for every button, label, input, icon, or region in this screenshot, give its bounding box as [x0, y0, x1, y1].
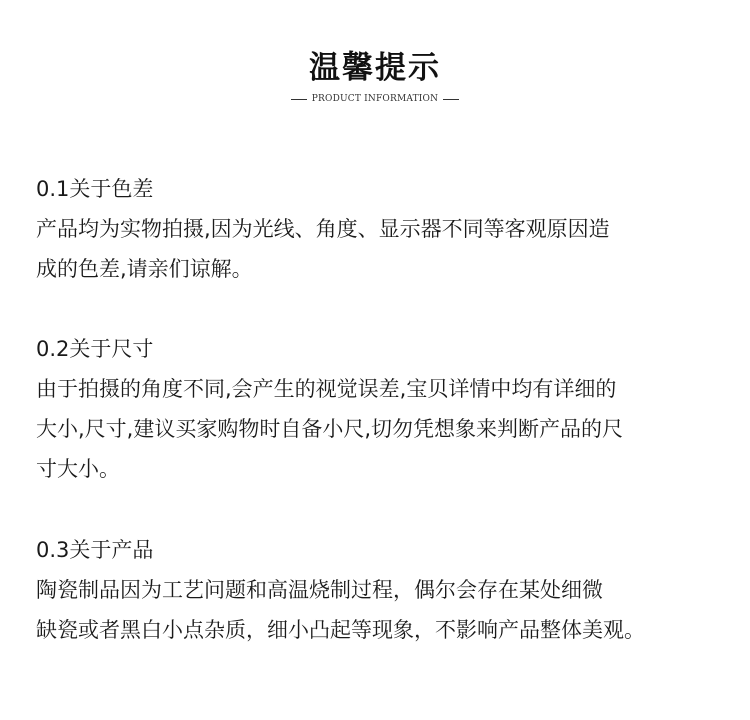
section-color-difference: [36, 169, 736, 289]
section-product: [36, 530, 736, 650]
section-heading: 0.1关于色差: [36, 177, 154, 201]
section-text-line: 由于拍摄的角度不同,会产生的视觉误差,宝贝详情中均有详细的: [36, 377, 617, 401]
section-text-line: 陶瓷制品因为工艺问题和高温烧制过程，偶尔会存在某处细微: [36, 578, 603, 602]
section-heading: 0.2关于尺寸: [36, 337, 154, 361]
subtitle-row: [0, 94, 750, 104]
section-text-line: 成的色差,请亲们谅解。: [36, 257, 253, 281]
right-divider: [443, 99, 459, 100]
page-title: 温馨提示: [309, 50, 441, 86]
section-heading: 0.3关于产品: [36, 538, 154, 562]
section-text-line: 缺瓷或者黑白小点杂质，细小凸起等现象，不影响产品整体美观。: [36, 618, 645, 642]
header: [0, 46, 750, 104]
section-text-line: 产品均为实物拍摄,因为光线、角度、显示器不同等客观原因造: [36, 217, 610, 241]
page-subtitle: PRODUCT INFORMATION: [311, 94, 439, 104]
section-text-line: 大小,尺寸,建议买家购物时自备小尺,切勿凭想象来判断产品的尺: [36, 417, 624, 441]
section-text-line: 寸大小。: [36, 457, 120, 481]
left-divider: [291, 99, 307, 100]
section-size: [36, 329, 736, 489]
